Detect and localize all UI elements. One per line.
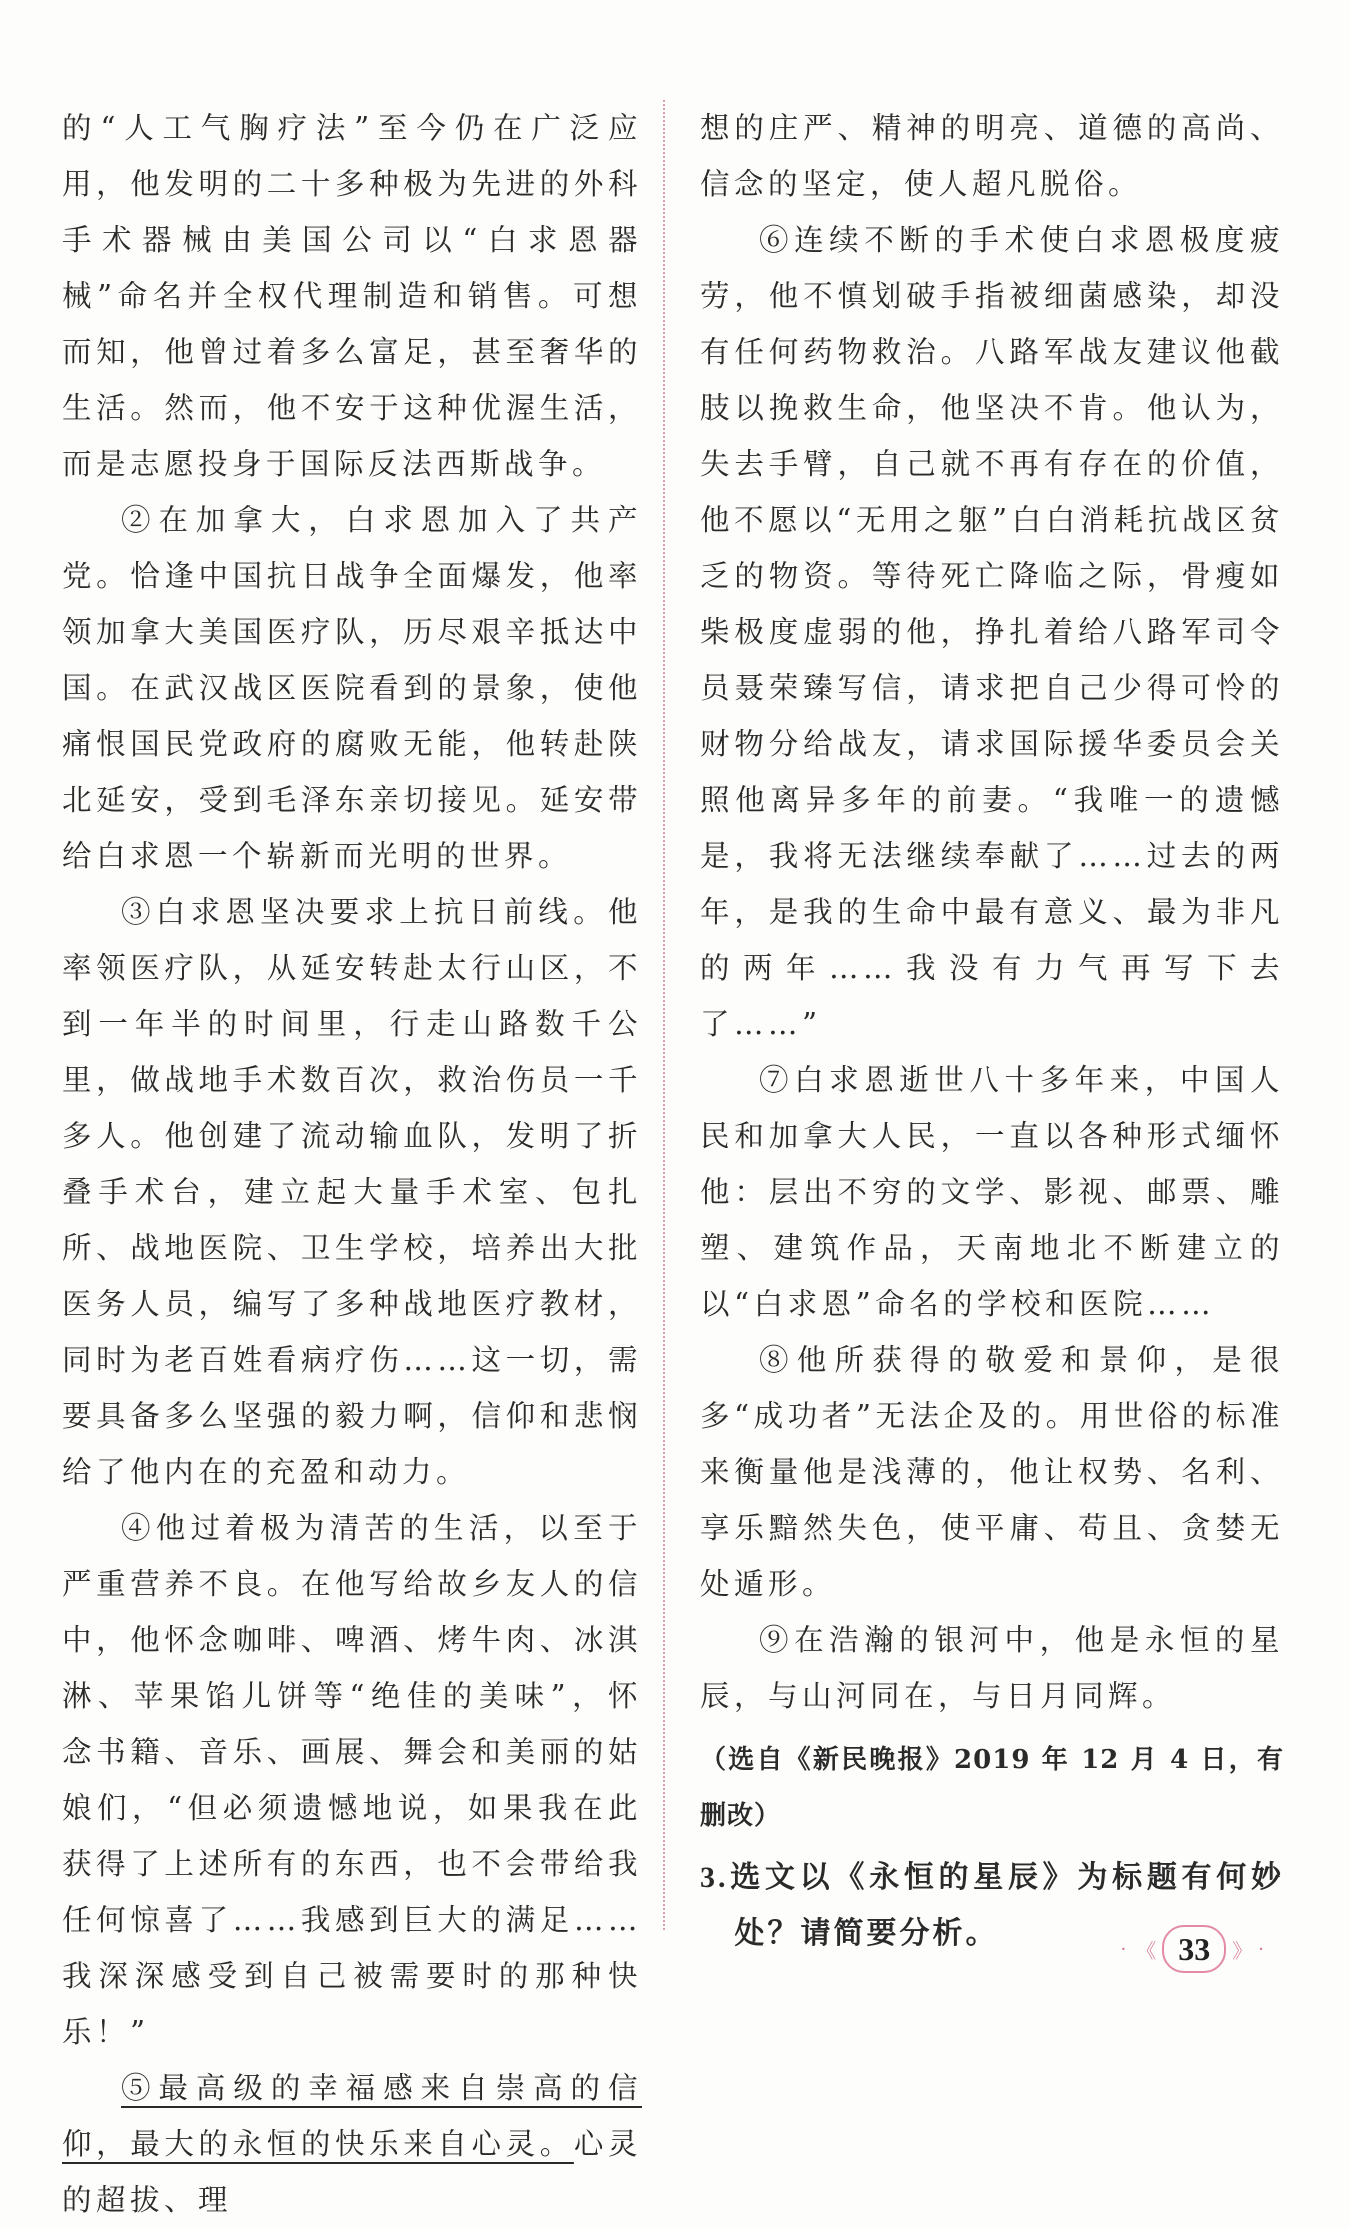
right-column: [700, 100, 1284, 1962]
paragraph-3: ③白求恩坚决要求上抗日前线。他率领医疗队，从延安转赴太行山区，不到一年半的时间里，行走山路数千公里，做战地手术数百次，救治伤员一千多人。他创建了流动输血队，发明了折叠手术台，建立起大量手术室、包扎所、战地医院、卫生学校，培养出大批医务人员，编写了多种战地医疗教材，同时为老百姓看病疗伤……这一切，需要具备多么坚强的毅力啊，信仰和悲悯给了他内在的充盈和动力。: [62, 895, 642, 1489]
question-number: 3.: [700, 1861, 729, 1894]
paragraph-2: ②在加拿大，白求恩加入了共产党。恰逢中国抗日战争全面爆发，他率领加拿大美国医疗队，历尽艰辛抵达中国。在武汉战区医院看到的景象，使他痛恨国民党政府的腐败无能，他转赴陕北延安，受到毛泽东亲切接见。延安带给白求恩一个崭新而光明的世界。: [62, 503, 642, 873]
chevron-left-icon: 《: [1136, 1938, 1157, 1963]
paragraph-4: ④他过着极为清苦的生活，以至于严重营养不良。在他写给故乡友人的信中，他怀念咖啡、啤酒、烤牛肉、冰淇淋、苹果馅儿饼等“绝佳的美味”，怀念书籍、音乐、画展、舞会和美丽的姑娘们，“但必须遗憾地说，如果我在此获得了上述所有的东西，也不会带给我任何惊喜了……我感到巨大的满足……我深深感受到自己被需要时的那种快乐！”: [62, 1511, 642, 2049]
paragraph-5-continued: 想的庄严、精神的明亮、道德的高尚、信念的坚定，使人超凡脱俗。: [700, 111, 1284, 201]
page-number: 33: [1162, 1925, 1226, 1973]
dots-right-ornament: ·: [1258, 1938, 1268, 1960]
paragraph-1-continued: 的“人工气胸疗法”至今仍在广泛应用，他发明的二十多种极为先进的外科手术器械由美国公司以“白求恩器械”命名并全权代理制造和销售。可想而知，他曾过着多么富足，甚至奢华的生活。然而，他不安于这种优渥生活，而是志愿投身于国际反法西斯战争。: [62, 111, 642, 481]
paragraph-8: ⑧他所获得的敬爱和景仰，是很多“成功者”无法企及的。用世俗的标准来衡量他是浅薄的，他让权势、名利、享乐黯然失色，使平庸、苟且、贪婪无处遁形。: [700, 1343, 1284, 1601]
question-text: 选文以《永恒的星辰》为标题有何妙处？请简要分析。: [728, 1860, 1284, 1951]
column-divider: [663, 100, 665, 1930]
paragraph-6: ⑥连续不断的手术使白求恩极度疲劳，他不慎划破手指被细菌感染，却没有任何药物救治。八路军战友建议他截肢以挽救生命，他坚决不肯。他认为，失去手臂，自己就不再有存在的价值，他不愿以“无用之躯”白白消耗抗战区贫乏的物资。等待死亡降临之际，骨瘦如柴极度虚弱的他，挣扎着给八路军司令员聂荣臻写信，请求把自己少得可怜的财物分给战友，请求国际援华委员会关照他离异多年的前妻。“我唯一的遗憾是，我将无法继续奉献了……过去的两年，是我的生命中最有意义、最为非凡的两年……我没有力气再写下去了……”: [700, 223, 1284, 1041]
paragraph-5: [62, 2060, 642, 2228]
paragraph-5-tail: 心灵的超拔、理: [62, 2127, 642, 2217]
chevron-right-icon: 》: [1232, 1938, 1253, 1963]
paragraph-5-underlined-sentence: ⑤最高级的幸福感来自崇高的信仰，最大的永恒的快乐来自心灵。: [62, 2071, 642, 2161]
left-column: [62, 100, 642, 2228]
dots-left-ornament: ·: [1120, 1938, 1131, 1960]
paragraph-9: ⑨在浩瀚的银河中，他是永恒的星辰，与山河同在，与日月同辉。: [700, 1623, 1284, 1713]
page-number-badge: [1121, 1925, 1268, 1973]
paragraph-7: ⑦白求恩逝世八十多年来，中国人民和加拿大人民，一直以各种形式缅怀他：层出不穷的文学、影视、邮票、雕塑、建筑作品，天南地北不断建立的以“白求恩”命名的学校和医院……: [700, 1063, 1284, 1321]
source-citation: （选自《新民晚报》2019 年 12 月 4 日，有删改）: [700, 1745, 1284, 1831]
